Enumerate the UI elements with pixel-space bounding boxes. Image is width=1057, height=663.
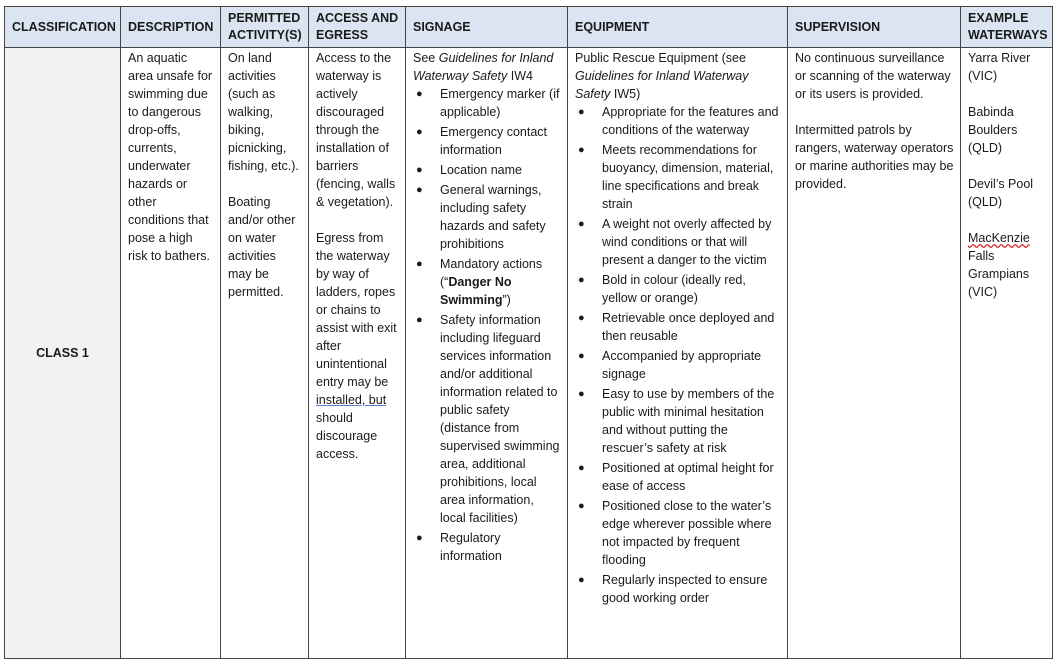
permitted-cell <box>221 48 309 659</box>
example-devils-pool: Devil’s Pool (QLD) <box>968 177 1034 209</box>
bullet-icon: ● <box>578 574 585 586</box>
list-item <box>413 123 561 159</box>
header-access-egress: ACCESS AND EGRESS <box>309 7 406 48</box>
examples-cell <box>961 48 1053 659</box>
list-item-text: Regulatory information <box>440 531 502 563</box>
equipment-guideline-title: Guidelines for Inland Waterway Safety <box>575 69 749 101</box>
access-cell <box>309 48 406 659</box>
list-item-text: Easy to use by members of the public with minimal hesitation and without putting the rescuer’s safety at risk <box>602 387 775 455</box>
list-item-text: Location name <box>440 163 523 177</box>
signage-cell <box>406 48 568 659</box>
access-text-2b: should discourage access. <box>316 411 378 461</box>
bullet-icon: ● <box>578 350 585 362</box>
list-item <box>575 347 781 383</box>
list-item <box>575 141 781 213</box>
bullet-icon: ● <box>578 462 585 474</box>
signage-list <box>413 85 561 565</box>
header-supervision: SUPERVISION <box>788 7 961 48</box>
signage-intro-b: IW4 <box>507 69 533 83</box>
list-item-text: General warnings, including safety hazards and safety prohibitions <box>440 183 546 251</box>
list-item-text: Emergency contact information <box>440 125 547 157</box>
list-item <box>413 529 561 565</box>
list-item <box>413 181 561 253</box>
list-item-text: A weight not overly affected by wind conditions or that will present a danger to the victim <box>602 217 772 267</box>
header-description: DESCRIPTION <box>121 7 221 48</box>
list-item <box>413 311 561 527</box>
list-item <box>413 255 561 309</box>
mandatory-text-a: Mandatory actions (“ <box>440 257 543 289</box>
access-text-2a: Egress from the waterway by way of ladders, ropes or chains to assist with exit after unintentional entry may be <box>316 231 397 389</box>
list-item-text: Accompanied by appropriate signage <box>602 349 762 381</box>
list-item <box>575 309 781 345</box>
waterway-classification-table <box>4 6 1053 659</box>
bullet-icon: ● <box>578 144 585 156</box>
signage-guideline-title: Guidelines for Inland Waterway Safety <box>413 51 554 83</box>
description-text: An aquatic area unsafe for swimming due to dangerous drop-offs, currents, underwater hazards or other conditions that pose a high risk to bathers. <box>128 51 213 263</box>
permitted-text-1: On land activities (such as walking, biking, picnicking, fishing, etc.). <box>228 51 299 173</box>
bullet-icon: ● <box>578 312 585 324</box>
bullet-icon: ● <box>578 218 585 230</box>
list-item <box>575 385 781 457</box>
list-item <box>413 85 561 121</box>
list-item-text: Emergency marker (if applicable) <box>440 87 560 119</box>
description-cell <box>121 48 221 659</box>
classification-cell: CLASS 1 <box>5 48 121 659</box>
spellcheck-marked-text: MacKenzie <box>968 231 1030 245</box>
equipment-intro <box>575 49 781 103</box>
bullet-icon: ● <box>416 532 423 544</box>
equipment-list <box>575 103 781 607</box>
list-item-text: Positioned at optimal height for ease of access <box>602 461 774 493</box>
example-babinda-boulders: Babinda Boulders (QLD) <box>968 105 1018 155</box>
grammar-marked-text: installed, but <box>316 393 387 407</box>
list-item-text: Bold in colour (ideally red, yellow or orange) <box>602 273 746 305</box>
header-example-waterways: EXAMPLE WATERWAYS <box>961 7 1053 48</box>
list-item <box>575 215 781 269</box>
bullet-icon: ● <box>578 274 585 286</box>
access-text-1: Access to the waterway is actively discouraged through the installation of barriers (fencing, walls & vegetation). <box>316 51 396 209</box>
bullet-icon: ● <box>416 164 423 176</box>
header-equipment: EQUIPMENT <box>568 7 788 48</box>
equipment-intro-b: IW5) <box>610 87 641 101</box>
bullet-icon: ● <box>416 88 423 100</box>
equipment-intro-a: Public Rescue Equipment (see <box>575 51 746 65</box>
list-item-text: Appropriate for the features and conditions of the waterway <box>602 105 779 137</box>
header-classification: CLASSIFICATION <box>5 7 121 48</box>
list-item <box>575 497 781 569</box>
list-item-text: Regularly inspected to ensure good working order <box>602 573 768 605</box>
bullet-icon: ● <box>416 314 423 326</box>
signage-intro-a: See <box>413 51 439 65</box>
list-item <box>575 271 781 307</box>
supervision-cell <box>788 48 961 659</box>
access-text-2 <box>316 229 399 463</box>
header-row <box>5 7 1053 48</box>
list-item <box>575 571 781 607</box>
bullet-icon: ● <box>578 388 585 400</box>
mandatory-text-b: ”) <box>502 293 511 307</box>
bullet-icon: ● <box>578 106 585 118</box>
list-item-text: Positioned close to the water’s edge wherever possible where not impacted by frequent flooding <box>602 499 772 567</box>
permitted-text-2: Boating and/or other on water activities may be permitted. <box>228 195 296 299</box>
table-row <box>5 48 1053 659</box>
supervision-text-1: No continuous surveillance or scanning of the waterway or its users is provided. <box>795 51 951 101</box>
danger-no-swimming-text: Danger No Swimming <box>440 275 512 307</box>
list-item-text: Meets recommendations for buoyancy, dimension, material, line specifications and break strain <box>602 143 774 211</box>
list-item-text: Retrievable once deployed and then reusable <box>602 311 775 343</box>
bullet-icon: ● <box>578 500 585 512</box>
example-mackenzie-rest: Falls Grampians (VIC) <box>968 249 1030 299</box>
bullet-icon: ● <box>416 184 423 196</box>
signage-intro <box>413 49 561 85</box>
list-item <box>575 459 781 495</box>
supervision-text-2: Intermitted patrols by rangers, waterway operators or marine authorities may be provided. <box>795 123 954 191</box>
equipment-cell <box>568 48 788 659</box>
list-item-text: Safety information including lifeguard services information and/or additional information related to public safety (distance from supervised swimming area, additional prohibitions, local area information, local facilities) <box>440 313 560 525</box>
list-item <box>413 161 561 179</box>
example-yarra-river: Yarra River (VIC) <box>968 51 1031 83</box>
bullet-icon: ● <box>416 126 423 138</box>
header-permitted-activity: PERMITTED ACTIVITY(S) <box>221 7 309 48</box>
bullet-icon: ● <box>416 258 423 270</box>
header-signage: SIGNAGE <box>406 7 568 48</box>
list-item <box>575 103 781 139</box>
example-mackenzie-falls <box>968 229 1046 301</box>
